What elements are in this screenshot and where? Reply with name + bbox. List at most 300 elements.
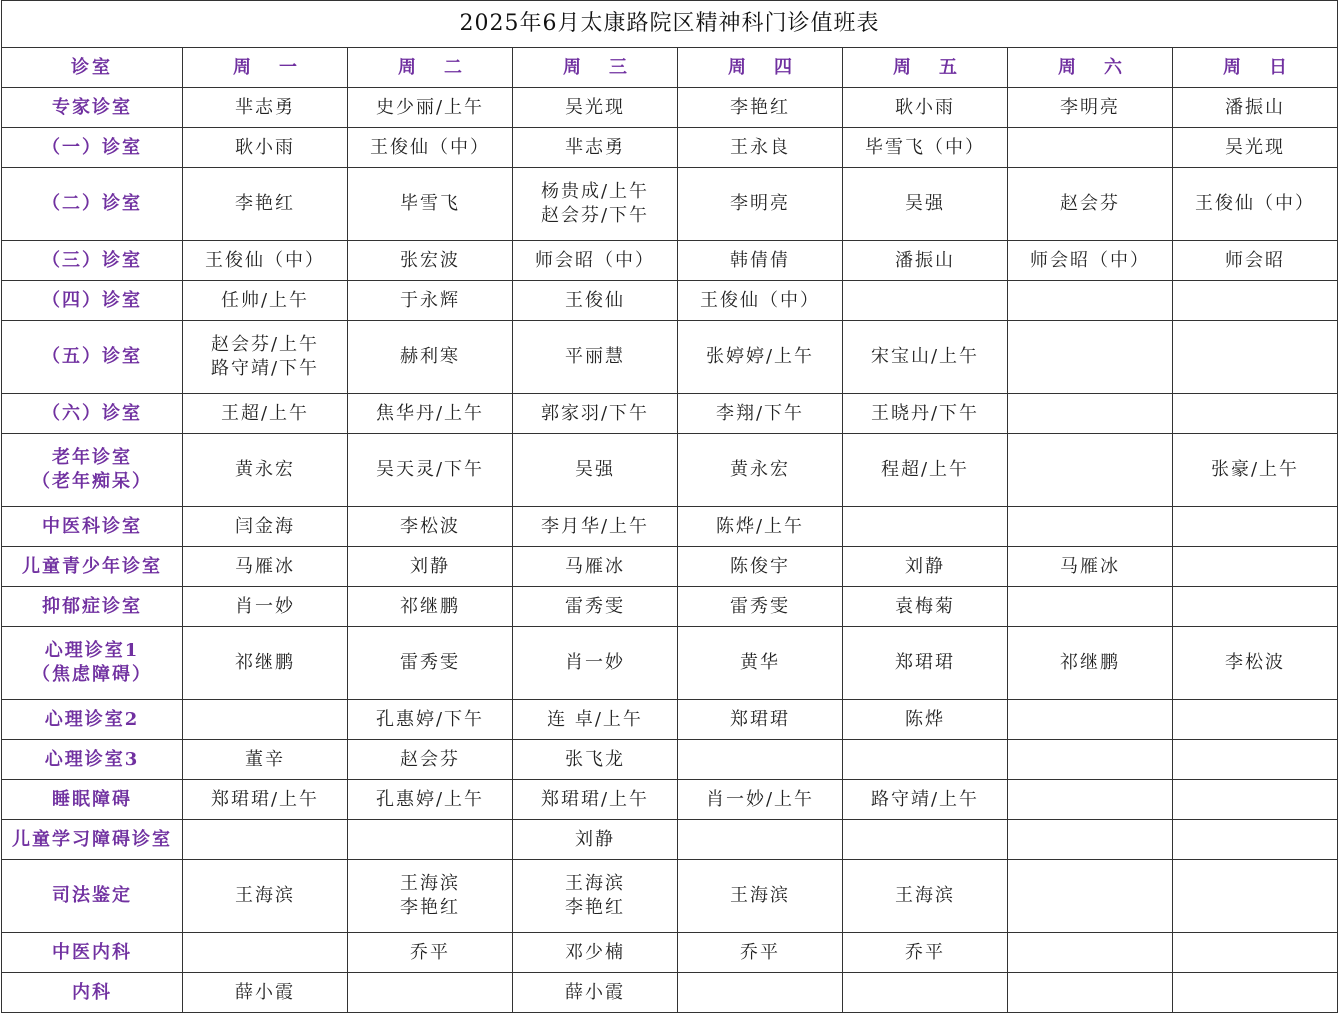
doctor-name: 刘静: [410, 555, 450, 577]
duty-cell: [183, 321, 348, 394]
duty-cell: [183, 88, 348, 128]
doctor-name: 祁继鹏: [400, 595, 460, 617]
doctor-name: 肖一妙/上午: [705, 788, 815, 810]
table-row: [2, 740, 1338, 780]
room-label: [2, 168, 183, 241]
room-label-line: 心理诊室2: [44, 708, 140, 730]
doctor-name: 薛小霞: [235, 981, 295, 1003]
doctor-name: 宋宝山/上午: [870, 346, 980, 367]
duty-cell: [348, 700, 513, 740]
doctor-name: 陈烨: [905, 708, 945, 730]
duty-cell: [1008, 168, 1173, 241]
duty-cell: [1008, 128, 1173, 168]
doctor-name: 李艳红: [730, 96, 790, 118]
duty-cell: [513, 168, 678, 241]
duty-cell: [348, 587, 513, 627]
room-label-line: （二）诊室: [42, 193, 142, 214]
header-day-name: 五: [939, 56, 957, 78]
duty-cell: [678, 241, 843, 281]
duty-cell: [1008, 241, 1173, 281]
doctor-name: 闫金海: [235, 515, 295, 537]
duty-cell: [348, 740, 513, 780]
room-label-line: 儿童学习障碍诊室: [12, 828, 172, 850]
room-label: [2, 627, 183, 700]
duty-cell: [348, 168, 513, 241]
duty-cell: [1008, 281, 1173, 321]
duty-cell: [513, 507, 678, 547]
duty-cell: [1008, 820, 1173, 860]
duty-cell: [183, 780, 348, 820]
room-label: [2, 241, 183, 281]
doctor-name: 师会昭: [1225, 249, 1285, 271]
doctor-name: 耿小雨: [895, 96, 955, 118]
doctor-name: 王俊仙（中）: [205, 249, 325, 271]
duty-cell: [1173, 88, 1338, 128]
duty-cell: [513, 321, 678, 394]
duty-cell: [1173, 700, 1338, 740]
doctor-name: 马雁冰: [235, 555, 295, 577]
room-label-line: 中医内科: [52, 941, 132, 963]
doctor-name: 刘静: [905, 555, 945, 577]
duty-cell: [843, 780, 1008, 820]
duty-cell: [513, 820, 678, 860]
room-label-line: （四）诊室: [42, 289, 142, 311]
doctor-name: 乔平: [410, 941, 450, 963]
duty-cell: [183, 394, 348, 434]
doctor-name: 路守靖/上午: [870, 788, 980, 810]
duty-cell: [183, 973, 348, 1013]
doctor-name: 黄华: [740, 652, 780, 673]
duty-cell: [183, 128, 348, 168]
doctor-name: 王俊仙（中）: [370, 136, 490, 158]
table-row: [2, 700, 1338, 740]
duty-cell: [1173, 241, 1338, 281]
doctor-name: 潘振山: [895, 249, 955, 271]
room-label: [2, 973, 183, 1013]
header-day-5: [843, 48, 1008, 88]
duty-cell: [678, 627, 843, 700]
table-row: [2, 88, 1338, 128]
duty-cell: [678, 973, 843, 1013]
duty-cell: [1008, 973, 1173, 1013]
doctor-name: 程超/上午: [880, 459, 970, 480]
duty-cell: [678, 820, 843, 860]
room-label: [2, 394, 183, 434]
doctor-name: 王海滨: [895, 885, 955, 906]
duty-cell: [1173, 587, 1338, 627]
room-label-line: （六）诊室: [42, 402, 142, 424]
header-day-name: 四: [774, 56, 792, 78]
doctor-name: 李松波: [1225, 652, 1285, 673]
duty-cell: [678, 780, 843, 820]
duty-cell: [348, 547, 513, 587]
room-label: [2, 587, 183, 627]
room-label: [2, 321, 183, 394]
room-label: [2, 933, 183, 973]
doctor-name: 王俊仙: [565, 289, 625, 311]
duty-cell: [183, 627, 348, 700]
duty-cell: [843, 434, 1008, 507]
duty-cell: [843, 860, 1008, 933]
room-label: [2, 740, 183, 780]
duty-cell: [1008, 740, 1173, 780]
doctor-name: 乔平: [905, 941, 945, 963]
duty-cell: [843, 321, 1008, 394]
duty-cell: [1173, 933, 1338, 973]
room-label-line: （三）诊室: [42, 249, 142, 271]
doctor-name: 李明亮: [1060, 96, 1120, 118]
doctor-name: 吴天灵/下午: [375, 459, 485, 480]
header-day-name: 一: [279, 56, 297, 78]
doctor-name: 王海滨: [565, 873, 625, 894]
duty-cell: [348, 627, 513, 700]
duty-cell: [348, 281, 513, 321]
duty-cell: [1173, 860, 1338, 933]
duty-cell: [843, 507, 1008, 547]
table-row: [2, 128, 1338, 168]
duty-cell: [183, 241, 348, 281]
doctor-name: 平丽慧: [565, 346, 625, 367]
duty-cell: [1008, 587, 1173, 627]
room-label-line: 心理诊室1: [44, 640, 140, 661]
doctor-name: 祁继鹏: [235, 652, 295, 673]
doctor-name: 王晓丹/下午: [870, 402, 980, 424]
duty-cell: [1008, 780, 1173, 820]
duty-cell: [1173, 321, 1338, 394]
room-label: [2, 820, 183, 860]
duty-cell: [513, 740, 678, 780]
doctor-name: 张豪/上午: [1210, 459, 1300, 480]
doctor-name: 李松波: [400, 515, 460, 537]
duty-cell: [1008, 933, 1173, 973]
doctor-name: 毕雪飞: [400, 193, 460, 214]
duty-cell: [183, 547, 348, 587]
room-label-line: （一）诊室: [42, 136, 142, 158]
duty-cell: [513, 88, 678, 128]
room-label: [2, 128, 183, 168]
doctor-name: 焦华丹/上午: [375, 402, 485, 424]
doctor-name: 吴强: [575, 459, 615, 480]
duty-cell: [183, 434, 348, 507]
doctor-name: 黄永宏: [235, 459, 295, 480]
duty-cell: [678, 587, 843, 627]
duty-cell: [1008, 88, 1173, 128]
doctor-name: 吴光现: [565, 96, 625, 118]
duty-cell: [843, 281, 1008, 321]
duty-cell: [183, 740, 348, 780]
title-row: [2, 1, 1338, 48]
header-day-name: 六: [1104, 56, 1122, 78]
duty-cell: [348, 321, 513, 394]
duty-cell: [843, 933, 1008, 973]
duty-cell: [348, 507, 513, 547]
duty-cell: [183, 933, 348, 973]
header-day-prefix: 周: [893, 56, 911, 78]
table-row: [2, 507, 1338, 547]
duty-cell: [348, 394, 513, 434]
doctor-name: 师会昭（中）: [535, 249, 655, 271]
doctor-name: 于永辉: [400, 289, 460, 311]
duty-cell: [678, 700, 843, 740]
doctor-name: 雷秀雯: [565, 595, 625, 617]
doctor-name: 耿小雨: [235, 136, 295, 158]
doctor-name: 郑珺珺: [730, 708, 790, 730]
duty-cell: [1008, 700, 1173, 740]
doctor-name: 董辛: [245, 748, 285, 770]
duty-cell: [843, 587, 1008, 627]
duty-cell: [348, 88, 513, 128]
duty-cell: [513, 627, 678, 700]
doctor-name: 潘振山: [1225, 96, 1285, 118]
doctor-name: 李艳红: [235, 193, 295, 214]
doctor-name: 赵会芬: [1060, 193, 1120, 214]
room-label-line: 睡眠障碍: [52, 788, 132, 810]
duty-cell: [843, 547, 1008, 587]
doctor-name: 肖一妙: [235, 595, 295, 617]
duty-cell: [678, 740, 843, 780]
room-label-line: 专家诊室: [52, 96, 132, 118]
duty-cell: [183, 587, 348, 627]
doctor-name: 郑珺珺: [895, 652, 955, 673]
table-row: [2, 547, 1338, 587]
room-label-line: 司法鉴定: [52, 885, 132, 906]
room-label: [2, 281, 183, 321]
duty-cell: [1173, 394, 1338, 434]
doctor-name: 赵会芬: [400, 748, 460, 770]
duty-cell: [1173, 740, 1338, 780]
room-label: [2, 700, 183, 740]
doctor-name: 张宏波: [400, 249, 460, 271]
doctor-name: 王俊仙（中）: [700, 289, 820, 311]
duty-cell: [843, 700, 1008, 740]
header-day-prefix: 周: [233, 56, 251, 78]
duty-cell: [348, 128, 513, 168]
header-day-name: 三: [609, 56, 627, 78]
duty-cell: [843, 241, 1008, 281]
doctor-name: 王海滨: [235, 885, 295, 906]
header-day-prefix: 周: [1223, 56, 1241, 78]
duty-cell: [1008, 321, 1173, 394]
schedule-body: [2, 88, 1338, 1013]
doctor-name: 郑珺珺/上午: [540, 788, 650, 810]
room-label-line: 老年诊室: [52, 447, 132, 468]
duty-cell: [1173, 507, 1338, 547]
duty-cell: [183, 281, 348, 321]
duty-cell: [513, 700, 678, 740]
doctor-name: 李艳红: [400, 897, 460, 918]
header-day-name: 二: [444, 56, 462, 78]
doctor-name: 李月华/上午: [540, 515, 650, 537]
doctor-name: 乔平: [740, 941, 780, 963]
duty-cell: [678, 860, 843, 933]
duty-cell: [843, 128, 1008, 168]
doctor-name: 肖一妙: [565, 652, 625, 673]
duty-cell: [348, 434, 513, 507]
doctor-name: 陈俊宇: [730, 555, 790, 577]
duty-cell: [513, 973, 678, 1013]
duty-cell: [843, 740, 1008, 780]
duty-cell: [678, 128, 843, 168]
table-row: [2, 933, 1338, 973]
duty-cell: [678, 434, 843, 507]
duty-cell: [1008, 507, 1173, 547]
table-row: [2, 587, 1338, 627]
room-label: [2, 780, 183, 820]
doctor-name: 吴光现: [1225, 136, 1285, 158]
duty-cell: [678, 168, 843, 241]
doctor-name: 王超/上午: [220, 402, 310, 424]
duty-cell: [843, 394, 1008, 434]
doctor-name: 李艳红: [565, 897, 625, 918]
table-row: [2, 321, 1338, 394]
duty-cell: [183, 168, 348, 241]
header-day-6: [1008, 48, 1173, 88]
table-row: [2, 241, 1338, 281]
duty-cell: [843, 168, 1008, 241]
duty-cell: [678, 547, 843, 587]
duty-cell: [183, 860, 348, 933]
doctor-name: 芈志勇: [565, 136, 625, 158]
duty-cell: [348, 860, 513, 933]
duty-cell: [183, 820, 348, 860]
duty-cell: [1008, 627, 1173, 700]
duty-cell: [513, 547, 678, 587]
table-row: [2, 168, 1338, 241]
doctor-name: 薛小霞: [565, 981, 625, 1003]
duty-cell: [513, 587, 678, 627]
doctor-name: 黄永宏: [730, 459, 790, 480]
doctor-name: 马雁冰: [565, 555, 625, 577]
doctor-name: 邓少楠: [565, 941, 625, 963]
header-day-7: [1173, 48, 1338, 88]
duty-cell: [678, 507, 843, 547]
doctor-name: 孔惠婷/上午: [375, 788, 485, 810]
room-label-line: （焦虑障碍）: [32, 664, 152, 685]
doctor-name: 赵会芬/下午: [540, 205, 650, 226]
doctor-name: 史少丽/上午: [375, 96, 485, 118]
doctor-name: 王永良: [730, 136, 790, 158]
header-room: 诊室: [2, 48, 183, 88]
header-row: [2, 48, 1338, 88]
duty-cell: [1173, 820, 1338, 860]
duty-schedule-table: [1, 0, 1338, 1013]
room-label: [2, 547, 183, 587]
duty-cell: [513, 281, 678, 321]
header-day-1: [183, 48, 348, 88]
room-label-line: 儿童青少年诊室: [22, 555, 162, 577]
header-day-2: [348, 48, 513, 88]
doctor-name: 雷秀雯: [400, 652, 460, 673]
header-day-prefix: 周: [728, 56, 746, 78]
duty-cell: [843, 88, 1008, 128]
doctor-name: 郭家羽/下午: [540, 402, 650, 424]
duty-cell: [348, 780, 513, 820]
doctor-name: 杨贵成/上午: [540, 181, 650, 202]
duty-cell: [348, 820, 513, 860]
room-label: [2, 860, 183, 933]
header-day-prefix: 周: [1058, 56, 1076, 78]
doctor-name: 赵会芬/上午: [210, 334, 320, 355]
doctor-name: 毕雪飞（中）: [865, 136, 985, 158]
room-label: [2, 88, 183, 128]
doctor-name: 师会昭（中）: [1030, 249, 1150, 271]
room-label: [2, 434, 183, 507]
table-row: [2, 973, 1338, 1013]
table-row: [2, 281, 1338, 321]
doctor-name: 王俊仙（中）: [1195, 193, 1315, 214]
duty-cell: [678, 321, 843, 394]
room-label-line: （老年痴呆）: [32, 471, 152, 492]
duty-cell: [1173, 780, 1338, 820]
duty-cell: [1173, 434, 1338, 507]
duty-cell: [1173, 627, 1338, 700]
duty-cell: [513, 434, 678, 507]
room-label: [2, 507, 183, 547]
duty-cell: [513, 860, 678, 933]
doctor-name: 袁梅菊: [895, 595, 955, 617]
doctor-name: 雷秀雯: [730, 595, 790, 617]
duty-cell: [678, 88, 843, 128]
table-row: [2, 820, 1338, 860]
doctor-name: 芈志勇: [235, 96, 295, 118]
doctor-name: 马雁冰: [1060, 555, 1120, 577]
duty-cell: [678, 933, 843, 973]
doctor-name: 李翔/下午: [715, 402, 805, 424]
table-row: [2, 394, 1338, 434]
duty-cell: [348, 973, 513, 1013]
doctor-name: 刘静: [575, 828, 615, 850]
table-row: [2, 627, 1338, 700]
doctor-name: 赫利寒: [400, 346, 460, 367]
doctor-name: 王海滨: [400, 873, 460, 894]
room-label-line: 心理诊室3: [44, 748, 140, 770]
doctor-name: 孔惠婷/下午: [375, 708, 485, 730]
room-label-line: （五）诊室: [42, 346, 142, 367]
duty-cell: [1173, 973, 1338, 1013]
duty-cell: [1008, 547, 1173, 587]
duty-cell: [513, 128, 678, 168]
header-day-name: 日: [1269, 56, 1287, 78]
doctor-name: 陈烨/上午: [715, 515, 805, 537]
duty-cell: [843, 973, 1008, 1013]
header-day-3: [513, 48, 678, 88]
duty-cell: [348, 933, 513, 973]
doctor-name: 路守靖/下午: [210, 358, 320, 379]
room-label-line: 中医科诊室: [42, 515, 142, 537]
room-label-line: 内科: [72, 981, 112, 1003]
duty-cell: [1173, 281, 1338, 321]
doctor-name: 吴强: [905, 193, 945, 214]
doctor-name: 任帅/上午: [220, 289, 310, 311]
duty-cell: [183, 700, 348, 740]
header-day-prefix: 周: [398, 56, 416, 78]
duty-cell: [843, 820, 1008, 860]
table-row: [2, 434, 1338, 507]
duty-cell: [678, 281, 843, 321]
duty-cell: [678, 394, 843, 434]
page-title: 2025年6月太康路院区精神科门诊值班表: [2, 1, 1338, 48]
duty-cell: [843, 627, 1008, 700]
duty-cell: [513, 780, 678, 820]
duty-cell: [1173, 547, 1338, 587]
doctor-name: 祁继鹏: [1060, 652, 1120, 673]
duty-cell: [1173, 168, 1338, 241]
duty-cell: [1008, 394, 1173, 434]
duty-cell: [1008, 860, 1173, 933]
table-row: [2, 780, 1338, 820]
duty-cell: [1008, 434, 1173, 507]
doctor-name: 郑珺珺/上午: [210, 788, 320, 810]
